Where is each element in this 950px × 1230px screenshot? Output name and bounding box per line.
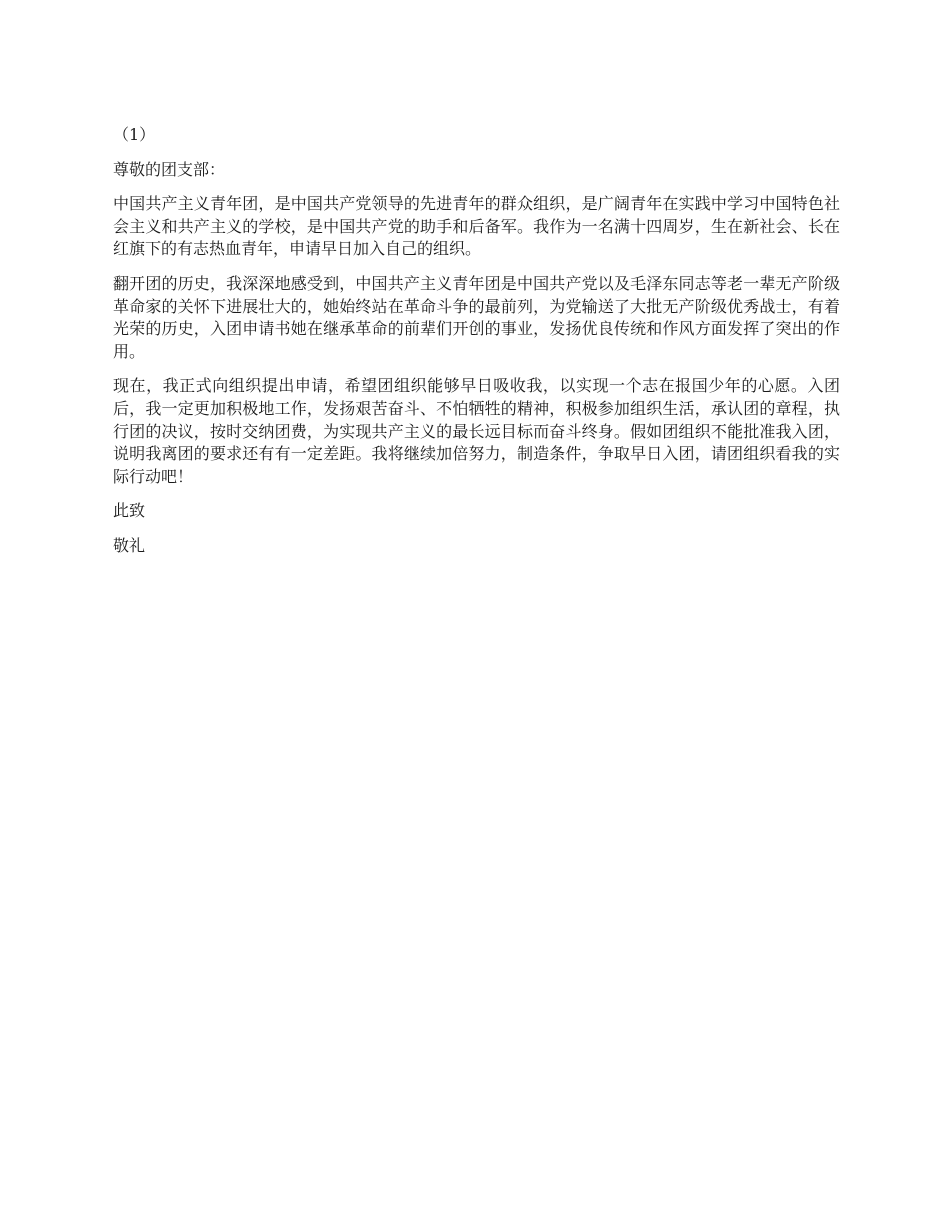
salutation: 尊敬的团支部：	[113, 159, 226, 179]
paragraph-2: 翻开团的历史，我深深地感受到，中国共产主义青年团是中国共产党以及毛泽东同志等老一辈无产阶级革命家的关怀下进展壮大的，她始终站在革命斗争的最前列，为党输送了大批无产阶级优秀战士，有着光荣的历史，入团申请书她在继承革命的前辈们开创的事业，发扬优良传统和作风方面发挥了突出的作用。	[113, 273, 840, 361]
paragraph-3: 现在，我正式向组织提出申请，希望团组织能够早日吸收我，以实现一个志在报国少年的心愿。入团后，我一定更加积极地工作，发扬艰苦奋斗、不怕牺牲的精神，积极参加组织生活，承认团的章程，执行团的决议，按时交纳团费，为实现共产主义的最长远目标而奋斗终身。假如团组织不能批准我入团，说明我离团的要求还有有一定差距。我将继续加倍努力，制造条件，争取早日入团，请团组织看我的实际行动吧！	[113, 376, 840, 486]
document-body	[113, 124, 840, 570]
paragraph-1: 中国共产主义青年团，是中国共产党领导的先进青年的群众组织，是广阔青年在实践中学习中国特色社会主义和共产主义的学校，是中国共产党的助手和后备军。我作为一名满十四周岁，生在新社会、长在红旗下的有志热血青年，申请早日加入自己的组织。	[113, 194, 840, 259]
section-number: （1）	[113, 125, 156, 144]
closing-line: 此致	[113, 501, 146, 521]
closing-salute: 敬礼	[113, 535, 146, 555]
